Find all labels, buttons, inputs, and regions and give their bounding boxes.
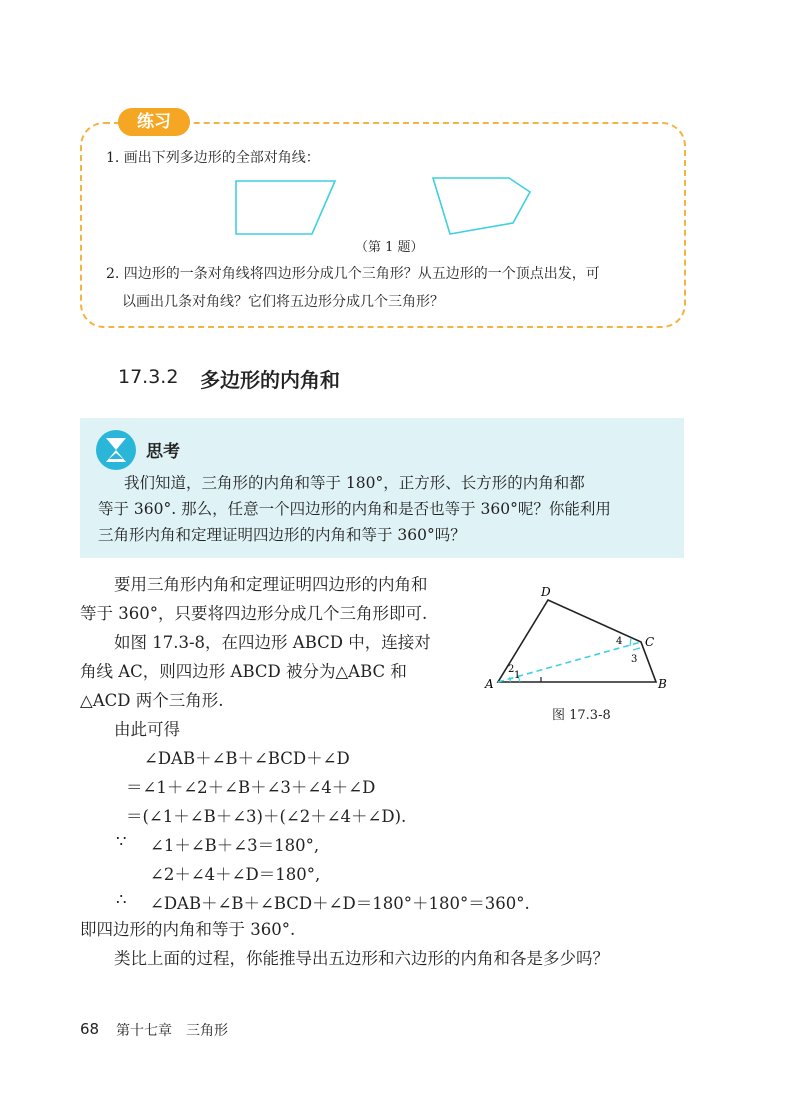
exercise-figures — [220, 170, 550, 242]
think-line-3: 三角形内角和定理证明四边形的内角和等于 360°吗？ — [98, 526, 466, 544]
paragraph-2-line-1: 如图 17.3-8，在四边形 ABCD 中，连接对 — [114, 633, 431, 652]
page-number: 68 — [80, 1020, 100, 1038]
label-c: C — [645, 635, 655, 649]
section-title: 多边形的内角和 — [200, 368, 340, 392]
paragraph-1-line-2: 等于 360°，只要将四边形分成几个三角形即可. — [80, 604, 428, 623]
figure-17-3-8 — [480, 580, 680, 700]
paragraph-3: 由此可得 — [114, 720, 180, 739]
exercise-question-2-line-1: 2. 四边形的一条对角线将四边形分成几个三角形？从五边形的一个顶点出发，可 — [106, 266, 600, 282]
quadrilateral-abcd — [498, 600, 656, 682]
quadrilateral-shape — [236, 181, 335, 234]
equation-1: ∠DAB＋∠B＋∠BCD＋∠D — [144, 749, 350, 768]
follow-up-question: 类比上面的过程，你能推导出五边形和六边形的内角和各是多少吗？ — [114, 949, 609, 968]
paragraph-2-line-2: 角线 AC，则四边形 ABCD 被分为△ABC 和 — [80, 662, 407, 681]
think-line-1: 我们知道，三角形的内角和等于 180°，正方形、长方形的内角和都 — [124, 474, 585, 492]
equation-4: ∠1＋∠B＋∠3＝180°, — [150, 836, 320, 855]
exercise-figure-caption: （第 1 题） — [355, 240, 424, 255]
pentagon-shape — [433, 178, 530, 234]
paragraph-2-line-3: △ACD 两个三角形. — [80, 691, 224, 710]
think-title: 思考 — [146, 442, 180, 462]
paragraph-1-line-1: 要用三角形内角和定理证明四边形的内角和 — [114, 575, 428, 594]
label-d: D — [541, 585, 551, 599]
exercise-tag: 练习 — [118, 108, 190, 136]
angle-label-3: 3 — [631, 654, 638, 665]
equation-5: ∠2＋∠4＋∠D＝180°, — [150, 865, 321, 884]
figure-caption: 图 17.3-8 — [552, 708, 611, 723]
equation-3: ＝(∠1＋∠B＋∠3)＋(∠2＋∠4＋∠D). — [126, 807, 407, 826]
angle-label-2: 2 — [508, 664, 515, 675]
therefore-symbol: ∴ — [116, 890, 127, 909]
hourglass-icon — [94, 428, 138, 472]
angle-label-4: 4 — [616, 636, 623, 647]
exercise-question-1: 1. 画出下列多边形的全部对角线： — [106, 150, 320, 166]
label-b: B — [658, 677, 667, 691]
label-a: A — [485, 677, 494, 691]
equation-6: ∠DAB＋∠B＋∠BCD＋∠D＝180°＋180°＝360°. — [150, 894, 530, 913]
because-symbol: ∵ — [116, 832, 127, 851]
section-number: 17.3.2 — [118, 366, 179, 388]
exercise-question-2-line-2: 以画出几条对角线？它们将五边形分成几个三角形？ — [122, 294, 444, 310]
chapter-title: 第十七章 三角形 — [116, 1023, 228, 1039]
angle-label-1: 1 — [514, 670, 521, 681]
equation-2: ＝∠1＋∠2＋∠B＋∠3＋∠4＋∠D — [126, 778, 376, 797]
think-line-2: 等于 360°. 那么，任意一个四边形的内角和是否也等于 360°呢？你能利用 — [98, 500, 611, 518]
conclusion: 即四边形的内角和等于 360°. — [80, 920, 296, 939]
